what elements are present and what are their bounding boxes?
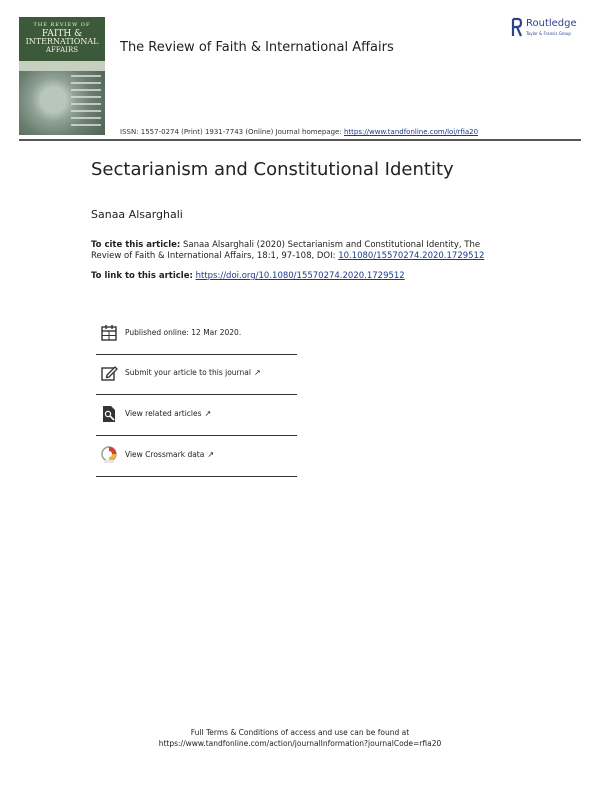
related-articles-link[interactable] — [125, 409, 211, 418]
link-label: To link to this article: — [91, 271, 193, 281]
footer-terms-url[interactable]: https://www.tandfonline.com/action/journalInformation?journalCode=rfia20 — [158, 739, 442, 748]
related-articles-row[interactable] — [96, 399, 297, 436]
cover-masthead — [19, 21, 105, 54]
cover-masthead-line3: INTERNATIONAL — [25, 37, 99, 46]
article-author: Sanaa Alsarghali — [91, 208, 183, 221]
journal-title: The Review of Faith & International Affairs — [120, 40, 394, 55]
published-online-label: Published online: 12 Mar 2020. — [125, 328, 242, 337]
routledge-r-icon — [511, 17, 523, 38]
external-link-icon: ↗ — [253, 368, 261, 377]
edit-icon — [100, 364, 118, 382]
issn-line — [120, 128, 478, 136]
routledge-logo — [511, 17, 591, 41]
search-document-icon — [100, 405, 118, 423]
crossmark-icon — [100, 446, 118, 464]
publisher-name: Routledge — [526, 18, 577, 29]
external-link-icon: ↗ — [204, 409, 212, 418]
cite-label: To cite this article: — [91, 240, 181, 250]
external-link-icon: ↗ — [207, 450, 215, 459]
submit-article-row[interactable] — [96, 358, 297, 395]
link-to-article — [91, 271, 405, 281]
crossmark-link[interactable] — [125, 450, 214, 459]
submit-article-link[interactable] — [125, 368, 261, 377]
crossmark-label: View Crossmark data — [125, 450, 205, 459]
published-online-row — [96, 318, 297, 355]
journal-cover-image — [19, 17, 105, 135]
calendar-icon — [100, 324, 118, 342]
cover-masthead-line4: AFFAIRS — [45, 46, 79, 54]
cite-text: Sanaa Alsarghali (2020) Sectarianism and Constitutional Identity, The Review of Faith & International Affairs, 18:1, 97-108, DOI: — [91, 240, 481, 261]
citation-block — [91, 240, 511, 262]
cover-strip — [19, 61, 105, 71]
submit-article-label: Submit your article to this journal — [125, 368, 251, 377]
issn-text: ISSN: 1557-0274 (Print) 1931-7743 (Online) Journal homepage: — [120, 128, 342, 136]
publisher-tagline: Taylor & Francis Group — [526, 31, 571, 36]
footer — [0, 727, 600, 749]
article-title: Sectarianism and Constitutional Identity — [91, 159, 454, 180]
crossmark-row[interactable] — [96, 440, 297, 477]
doi-link[interactable]: 10.1080/15570274.2020.1729512 — [338, 251, 485, 261]
article-url-link[interactable]: https://doi.org/10.1080/15570274.2020.1729512 — [195, 271, 405, 281]
cover-masthead-line2: FAITH & — [41, 29, 83, 39]
journal-homepage-link[interactable]: https://www.tandfonline.com/loi/rfia20 — [343, 128, 479, 136]
header-divider — [19, 139, 581, 141]
related-articles-label: View related articles — [125, 409, 202, 418]
cover-text-lines — [71, 75, 101, 131]
cover-masthead-line1: THE REVIEW OF — [33, 22, 91, 28]
footer-terms-text: Full Terms & Conditions of access and use can be found at — [190, 728, 410, 737]
